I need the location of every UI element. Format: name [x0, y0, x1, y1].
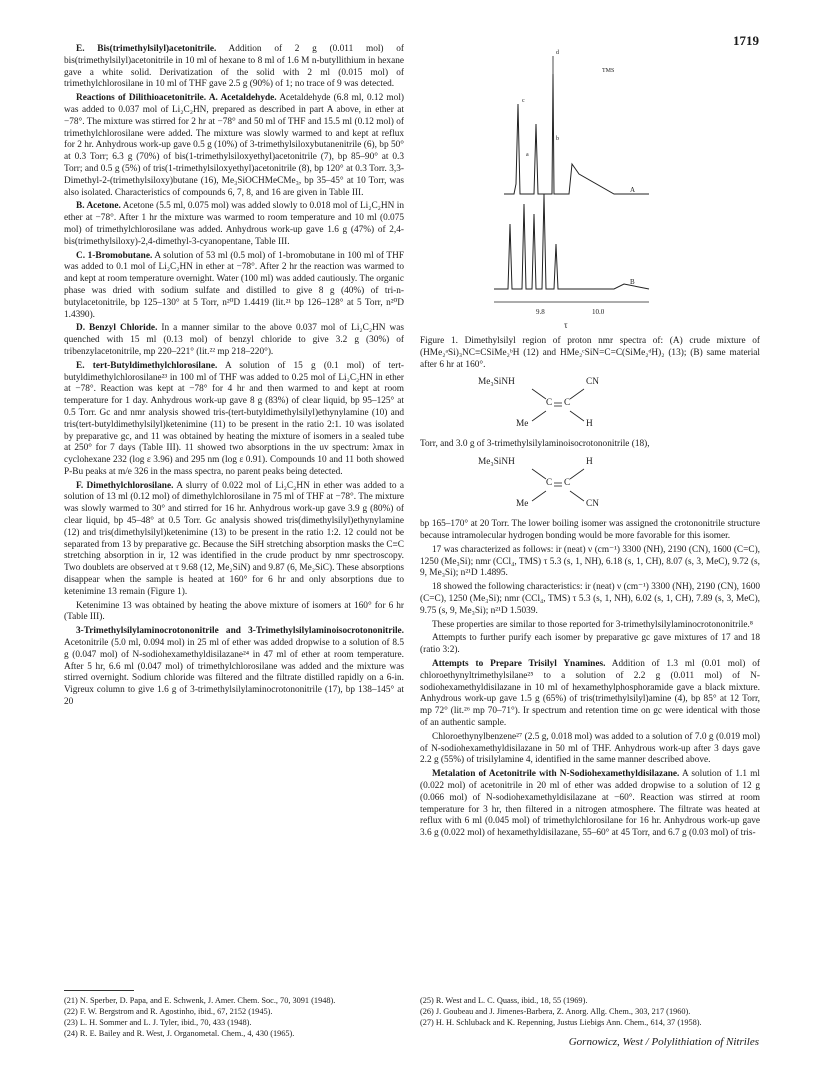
- footnote: (21) N. Sperber, D. Papa, and E. Schwenk, J. Amer. Chem. Soc., 70, 3091 (1948).: [64, 996, 336, 1005]
- peak-label-a: a: [526, 152, 529, 158]
- paragraph-text: 18 showed the following characteristics: ir (neat) ν (cm⁻¹) 3300 (NH), 2190 (CN), 1600 (C=C), 1250 (Me₃Si); nmr (CCl₄, TMS) τ 5.3 (s, 1, NH), 6.02 (s, 1, CH), 7.89 (s, 3, MeC), 9.75 (s, 9, Me₃Si); n²¹D 1.5039.: [420, 582, 760, 616]
- paragraph: [420, 732, 760, 767]
- paragraph-text: Acetonitrile (5.0 ml, 0.094 mol) in 25 ml of ether was added dropwise to a solution of 8.5 g (0.047 mol) of N-sodiohexamethyldisilazane²⁴ in 47 ml of ether at room temperature. After 5 hr, 6.6 ml (0.047 mol) of trimethylchlorosilane was added and the mixture was stirred overnight. Sodium chloride was filtered and the filtrate distilled rapidly on a 6-in. Vigreux column to give 1.6 g of 3-trimethylsilylaminocrotononitrile (17), bp 138–145° at 20: [64, 638, 404, 708]
- footnote: (22) F. W. Bergstrom and R. Agostinho, ibid., 67, 2152 (1945).: [64, 1007, 273, 1016]
- paragraph-text: bp 165–170° at 20 Torr. The lower boiling isomer was assigned the crotononitrile structure because intramolecular hydrogen bonding would be more favorable for this isomer.: [420, 519, 760, 541]
- struct2-bottom-right: CN: [586, 499, 599, 510]
- paragraph-heading: 3-Trimethylsilylaminocrotononitrile and 3-Trimethylsilylaminoisocrotononitrile.: [76, 626, 404, 637]
- axis-tick-9-8: 9.8: [536, 308, 545, 316]
- paragraph-heading: Metalation of Acetonitrile with N-Sodiohexamethyldisilazane.: [432, 769, 680, 780]
- footnote: (23) L. H. Sommer and L. J. Tyler, ibid., 70, 433 (1948).: [64, 1018, 252, 1027]
- paragraph: [64, 601, 404, 625]
- paragraph-heading: C. 1-Bromobutane.: [76, 250, 153, 261]
- struct1-carbon-2: C: [564, 398, 571, 409]
- paragraph-heading: E. Bis(trimethylsilyl)acetonitrile.: [76, 44, 217, 54]
- peak-label-d: d: [556, 50, 559, 56]
- paragraph: [64, 323, 404, 358]
- paragraph-text: A slurry of 0.022 mol of Li₂C₂HN in ether was added to a solution of 13 ml (0.12 mol) of dimethylchlorosilane in 75 ml of THF at −78°. The mixture was slowly warmed to 30° and stirred for 16 hr. Anhydrous work-up gave 3.9 g (80%) of clear liquid, bp 45–48° at 0.5 Torr. Gc analysis showed tris(dimethylsilyl)ethynylamine (12) and tris(dimethylsilyl)ketenimine (13) to be present in the ratio 1:2. 12 could not be separated from 13 by preparative gc. Because the SiH stretching absorption masks the C≡C stretching absorption in ir, 12 was identified in the crude product by nmr spectroscopy. Two doublets are observed at τ 9.68 (12, Me₂SiN) and 9.87 (6, Me₂SiC). These absorptions disappear when the sample is heated at 160° for 6 hr and only absorptions due to ketenimine 13 remain (Figure 1).: [64, 480, 404, 597]
- struct1-top-right: CN: [586, 377, 599, 388]
- paragraph-text: Acetaldehyde (6.8 ml, 0.12 mol) was added to 0.037 mol of Li₂C₂HN, prepared as described in part A above, in ether at −78°. The mixture was stirred for 2 hr at −78° and 50 ml of THF and 15.5 ml (0.12 mol) of trimethylchlorosilane were added. The mixture was slowly warmed to and kept at reflux for 2 hr. Anhydrous work-up gave 0.5 g (10%) of 3-trimethylsiloxybutanenitrile (6), bp 50° at 0.3 Torr; 6.3 g (70%) of bis(1-trimethylsiloxyethyl)acetonitrile (7), bp 85–90° at 0.3 Torr; and 0.5 g (5%) of tris(1-trimethylsiloxyethyl)acetonitrile (8), bp 120° at 0.3 Torr. 3,3-Dimethyl-2-(trimethylsiloxy)butane (16), Me₃SiOCHMeCMe₃, bp 35–45° at 10 Torr, was also isolated. Characteristics of compounds 6, 7, 8, and 16 are given in Table III.: [64, 93, 404, 198]
- paragraph-text: A solution of 53 ml (0.5 mol) of 1-bromobutane in 100 ml of THF was added to 0.1 mol of Li₂C₂HN in ether at −78°. After 2 hr the reaction was warmed to and kept at room temperature overnight. Water (100 ml) was added cautiously. The organic phase was dried with sodium sulfate and distilled to give 8 g (40%) of tri-n-butylacetonitrile, bp 125–130° at 5 Torr, n²⁰D 1.4419 (lit.²¹ bp 126–128° at 5 Torr, n²⁰D 1.4390).: [64, 250, 404, 320]
- paragraph-text: In a manner similar to the above 0.037 mol of Li₂C₂HN was quenched with 15 ml (0.13 mol) of benzyl chloride to give 3.2 g (30%) of tribenzylacetonitrile, mp 220–221° (lit.²² mp 218–220°).: [64, 323, 404, 357]
- struct2-carbon-1: C: [546, 478, 553, 489]
- paragraph: [420, 659, 760, 730]
- paragraph: [420, 620, 760, 632]
- paragraph: [64, 44, 404, 91]
- spectrum-trace-a: [504, 74, 649, 194]
- spectrum-label-b: B: [630, 278, 635, 286]
- paragraph-text: Addition of 2 g (0.011 mol) of bis(trimethylsilyl)acetonitrile in 10 ml of hexane to 8 ml of 1.6 M n-butyllithium in hexane gave a white solid. Derivatization of the solid with 2 ml (0.015 mol) of trimethylchlorosilane in 10 ml of THF gave 2.5 g (90%) of 1; no trace of 9 was detected.: [64, 44, 405, 90]
- tms-label: TMS: [602, 68, 615, 74]
- paragraph: [420, 545, 760, 580]
- paragraph-heading: Attempts to Prepare Trisilyl Ynamines.: [432, 658, 606, 669]
- footnote-rule: [64, 990, 134, 991]
- structure-crotononitrile: [420, 375, 760, 433]
- paragraph: [420, 582, 760, 617]
- peak-label-c: c: [522, 98, 525, 104]
- figure-1: [420, 44, 760, 336]
- paragraph: [420, 519, 760, 543]
- spectrum-trace-b: [494, 194, 649, 289]
- footnote: (25) R. West and L. C. Quass, ibid., 18, 55 (1969).: [420, 996, 588, 1005]
- paragraph: [64, 251, 404, 322]
- paragraph: [420, 769, 760, 840]
- right-column: [420, 44, 760, 842]
- paragraph-heading: B. Acetone.: [76, 201, 121, 212]
- paragraph-heading: D. Benzyl Chloride.: [76, 323, 158, 334]
- footnote: (24) R. E. Bailey and R. West, J. Organometal. Chem., 4, 430 (1965).: [64, 1029, 295, 1038]
- text-after-structure-1: Torr, and 3.0 g of 3-trimethylsilylaminoisocrotononitrile (18),: [420, 439, 650, 450]
- paragraph: [64, 361, 404, 479]
- paragraph-text: A solution of 1.1 ml (0.022 mol) of acetonitrile in 20 ml of ether was added dropwise to a solution of 12 g (0.066 mol) of N-sodiohexamethyldisilazane at −60°. Reaction was stirred at room temperature for 3 hr, then filtered in a nitrogen atmosphere. The filtrate was heated at reflux with 6 ml (0.045 mol) of trimethylchlorosilane for 16 hr. Anhydrous work-up gave 3.6 g (0.022 mol) of hexamethyldisilazane, 55–60° at 45 Torr, and 6.7 g (0.03 mol) of tris-: [420, 769, 760, 839]
- paragraph-heading: F. Dimethylchlorosilane.: [76, 480, 174, 491]
- nmr-spectrum: [474, 44, 664, 334]
- paragraph-text: These properties are similar to those reported for 3-trimethylsilylaminocrotononitrile.⁸: [432, 619, 754, 630]
- paragraph: [64, 93, 404, 199]
- axis-tick-10-0: 10.0: [592, 308, 605, 316]
- left-column: [64, 44, 404, 711]
- struct1-top-left: Me₃SiNH: [478, 377, 515, 388]
- paragraph-heading: Reactions of Dilithioacetonitrile. A. Acetaldehyde.: [76, 93, 277, 104]
- struct1-bottom-left: Me: [516, 419, 529, 430]
- struct2-top-right: H: [586, 457, 593, 468]
- footnote: (26) J. Goubeau and J. Jimenes-Barbera, Z. Anorg. Allg. Chem., 303, 217 (1960).: [420, 1007, 691, 1016]
- paragraph-text: A solution of 15 g (0.1 mol) of tert-butyldimethylchlorosilane²³ in 100 ml of THF was added to 0.25 mol of Li₂C₂HN in ether at −78°. Reaction was kept at −78° for 4 hr and then warmed to and kept at room temperature for 1 day. Anhydrous work-up gave 8 g (83%) of clear liquid, bp 95–125° at 0.5 Torr. Gc and nmr analysis showed tris-(tert-butyldimethylsilyl)ethynylamine (10) and tris(tert-butyldimethylsilyl)ketenimine (11) to be present in the ratio 2:1. 10 was isolated by preparative gc, and 11 was obtained by heating the mixture of isomers in a sealed tube at 250° for 7 days (Table III). 11 showed two absorptions in the uv spectrum: λmax in cyclohexane 232 (log ε 3.96) and 295 nm (log ε 0.91). Compounds 10 and 11 both showed P-Bu peaks at m/e 326 in the mass spectra, no parent peaks being detected.: [64, 360, 405, 477]
- spectrum-label-a: A: [630, 186, 636, 194]
- peak-label-b: b: [556, 136, 559, 142]
- right-column-text: [420, 519, 760, 840]
- structure-isocrotononitrile: [420, 455, 760, 513]
- figure-1-caption: Figure 1. Dimethylsilyl region of proton nmr spectra of: (A) crude mixture of (HMe₂ᵃSi)₃NC≡CSiMe₂ᵇH (12) and HMe₂ᶜSiN=C=C(SiMe₂ᵈH)₂ (13); (B) same material after 6 hr at 160°.: [420, 336, 760, 370]
- struct2-top-left: Me₃SiNH: [478, 457, 515, 468]
- paragraph: [64, 481, 404, 599]
- struct1-bottom-right: H: [586, 419, 593, 430]
- footnotes-right: [420, 996, 760, 1029]
- struct2-bottom-left: Me: [516, 499, 529, 510]
- footnote: (27) H. H. Schluback and K. Repenning, Justus Liebigs Ann. Chem., 614, 37 (1958).: [420, 1018, 702, 1027]
- axis-label-tau: τ: [564, 320, 568, 330]
- paragraph-heading: E. tert-Butyldimethylchlorosilane.: [76, 360, 218, 371]
- paragraph: [420, 633, 760, 657]
- paragraph-text: Chloroethynylbenzene²⁷ (2.5 g, 0.018 mol) was added to a solution of 7.0 g (0.019 mol) of N-sodiohexamethyldisilazane in 50 ml of THF. Anhydrous work-up after 3 days gave 2.2 g (55%) of trisilylamine 4, identified in the same manner described above.: [420, 731, 760, 766]
- paragraph-text: Acetone (5.5 ml, 0.075 mol) was added slowly to 0.018 mol of Li₂C₂HN in ether at −78°. After 1 hr the mixture was warmed to room temperature and 10 ml (0.075 mol) of trimethylchlorosilane was added. Anhydrous work-up gave 1.6 g (47%) of 2,4-bis(trimethylsiloxy)-2,4-dimethyl-3-cyanopentane, Table III.: [64, 201, 404, 247]
- struct1-carbon-1: C: [546, 398, 553, 409]
- footnotes-left: [64, 996, 404, 1040]
- paragraph: [64, 201, 404, 248]
- struct2-carbon-2: C: [564, 478, 571, 489]
- page-number: 1719: [733, 33, 759, 48]
- paragraph-text: Attempts to further purify each isomer by preparative gc gave mixtures of 17 and 18 (ratio 3:2).: [420, 633, 760, 656]
- running-footer: Gornowicz, West / Polylithiation of Nitriles: [568, 1036, 759, 1048]
- paragraph: [64, 626, 404, 709]
- paragraph-text: Ketenimine 13 was obtained by heating the above mixture of isomers at 160° for 6 hr (Table III).: [64, 600, 404, 623]
- paragraph-text: 17 was characterized as follows: ir (neat) ν (cm⁻¹) 3300 (NH), 2190 (CN), 1600 (C=C), 1250 (Me₃Si); nmr (CCl₄, TMS) τ 5.3 (s, 1, NH), 6.18 (s, 1, CH), 8.07 (s, 3, MeC), 9.72 (s, 9, Me₃Si); n²¹D 1.4895.: [420, 544, 760, 579]
- paragraph-text: Addition of 1.3 ml (0.01 mol) of chloroethynyltrimethylsilane²⁵ to a solution of 2.2 g (0.011 mol) of N-sodiohexamethyldisilazane in 10 ml of hexamethylphosphoramide gave a black mixture. Anhydrous work-up gave 1.5 g (65%) of tris(trimethylsilyl)amine (4), bp 85° at 12 Torr, mp 72° (lit.²⁶ mp 70–71°). Ir spectrum and retention time on gc were identical with those of an authentic sample.: [420, 658, 760, 728]
